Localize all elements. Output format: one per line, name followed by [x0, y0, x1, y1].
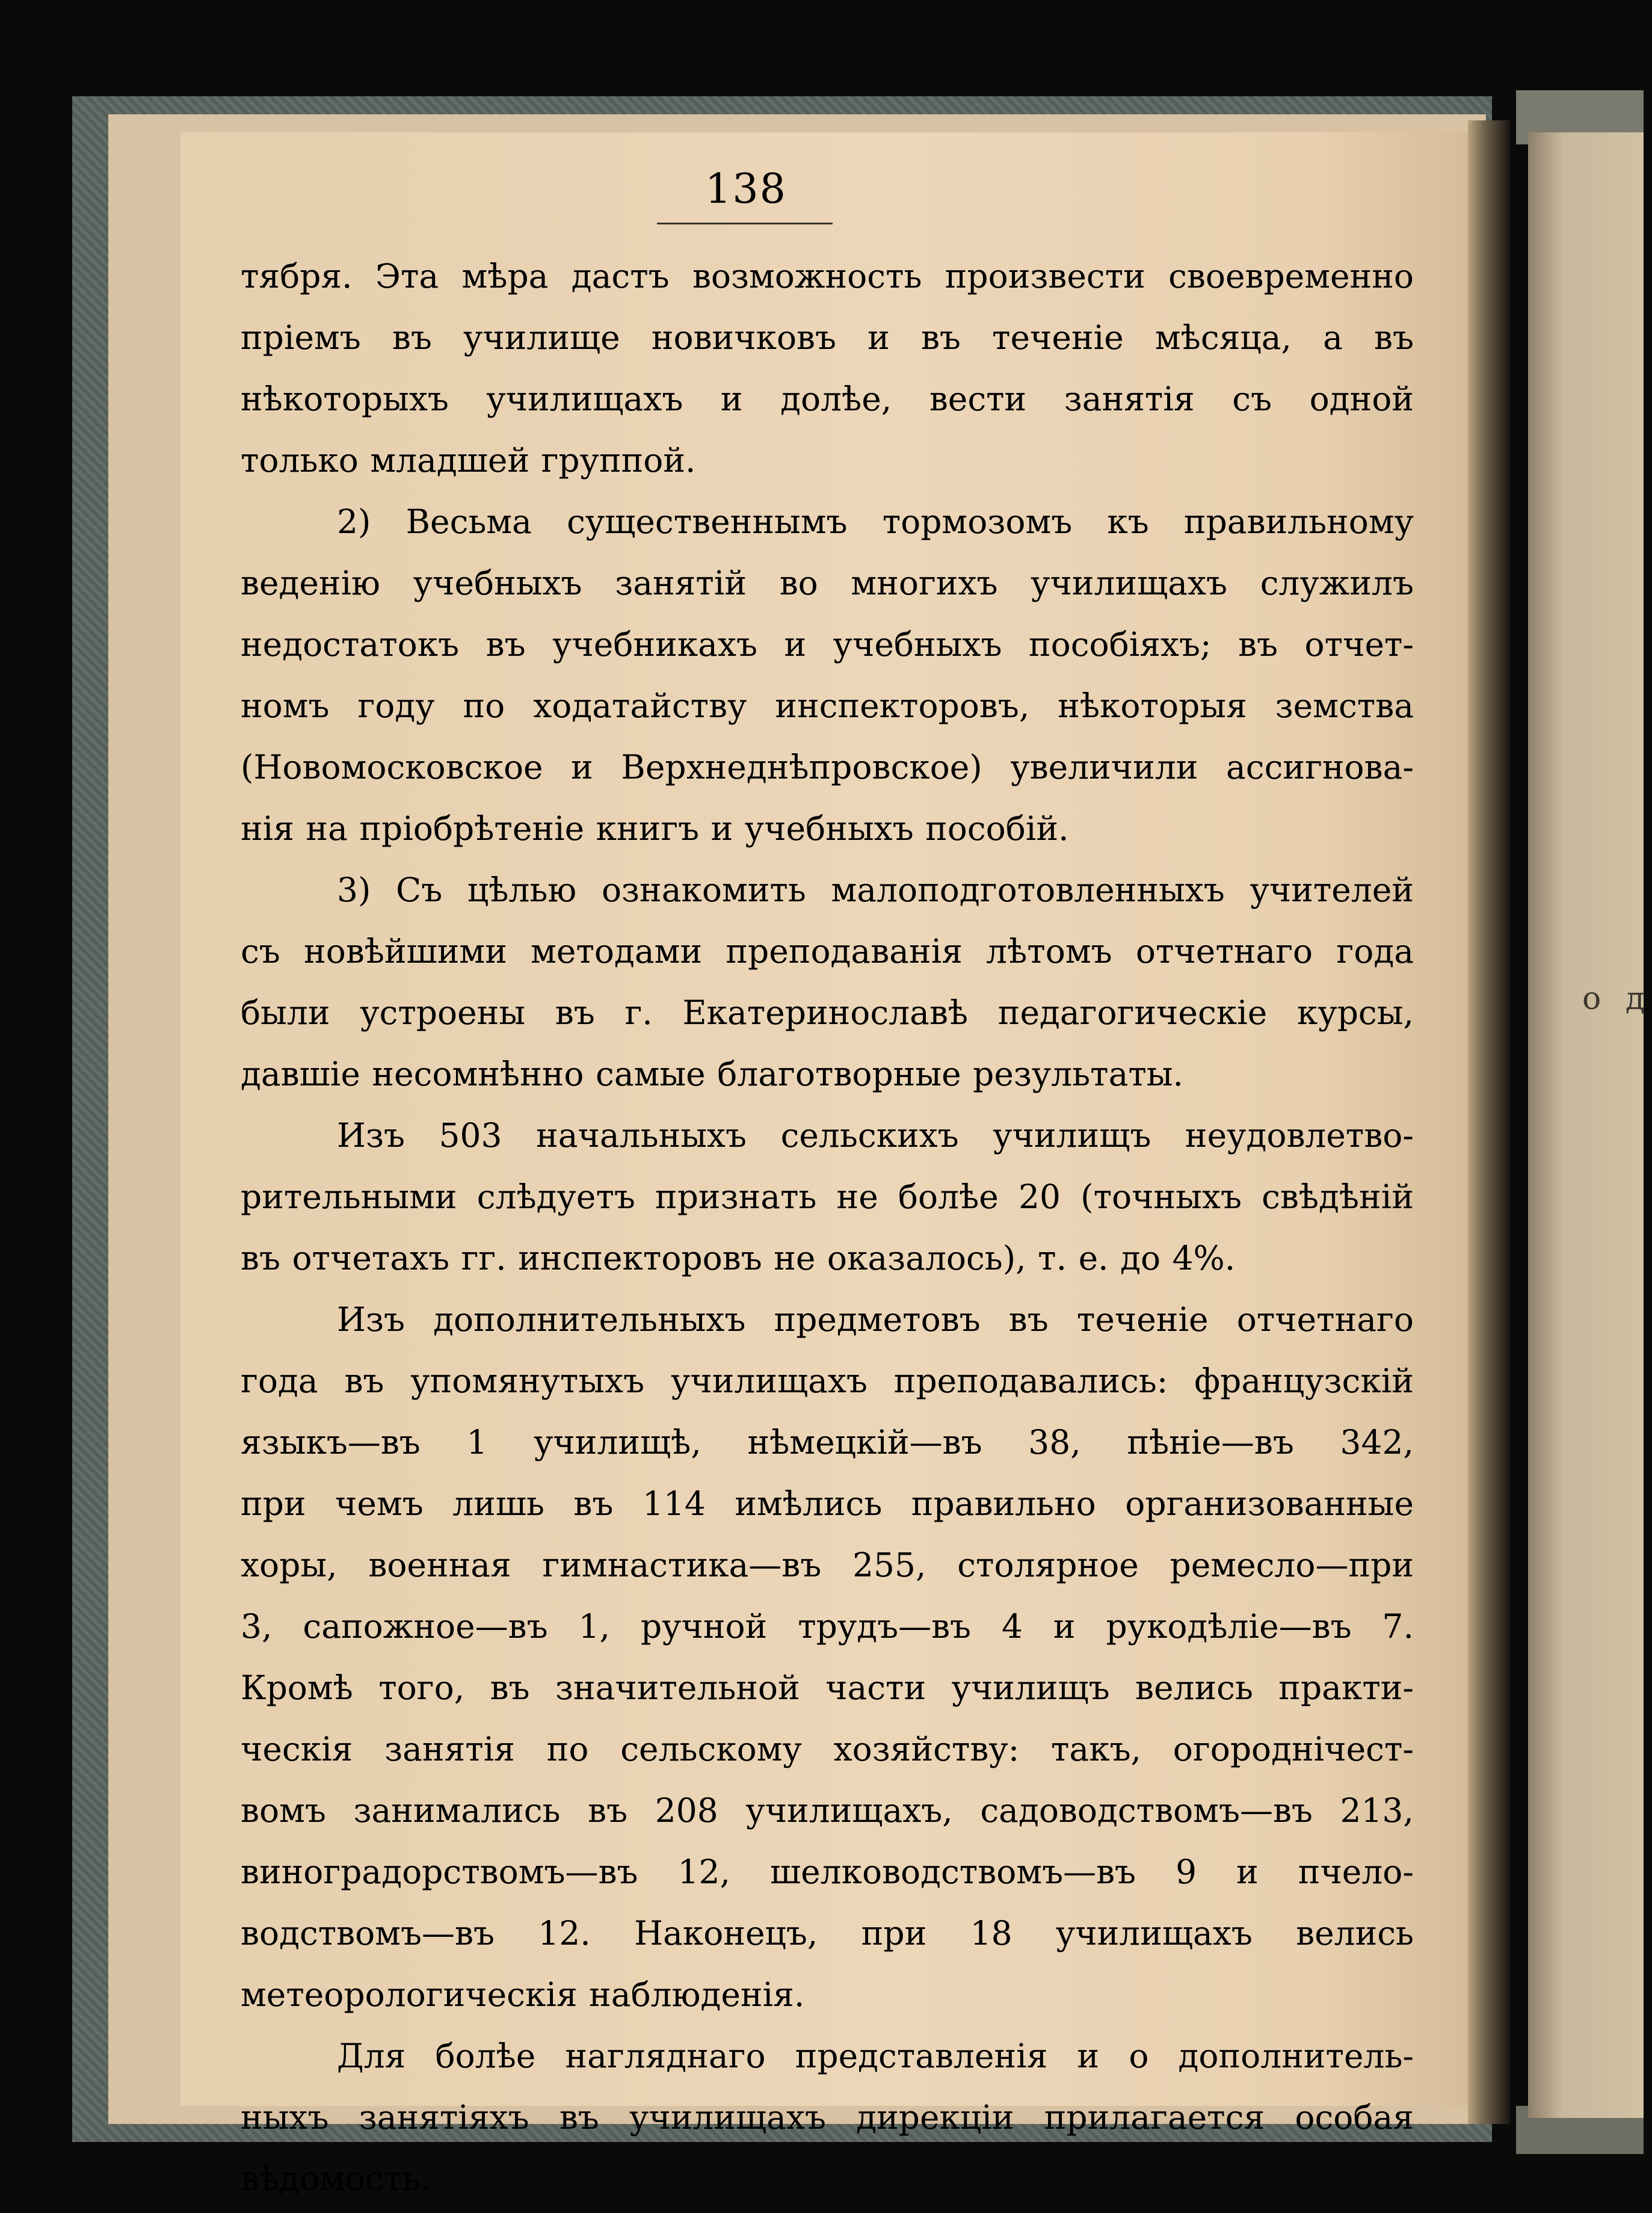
text-line: только младшей группой. [241, 441, 696, 480]
text-line: вомъ занимались въ 208 училищахъ, садоводствомъ—въ 213, [241, 1791, 1414, 1830]
text-line: съ новѣйшими методами преподаванія лѣтомъ отчетнаго года [241, 932, 1414, 971]
text-line: Изъ дополнительныхъ предметовъ въ теченіе отчетнаго [337, 1300, 1414, 1339]
text-line: 3) Съ цѣлью ознакомить малоподготовленныхъ учителей [337, 871, 1414, 909]
text-line: веденію учебныхъ занятій во многихъ училищахъ служилъ [241, 564, 1414, 602]
text-line: (Новомосковское и Верхнеднѣпровское) увеличили ассигнова- [241, 748, 1414, 786]
text-line: при чемъ лишь въ 114 имѣлись правильно организованные [241, 1484, 1414, 1523]
facing-page [1528, 132, 1644, 2118]
page-number: 138 [705, 165, 787, 213]
text-line: Кромѣ того, въ значительной части училищъ велись практи- [241, 1668, 1414, 1707]
text-line: давшіе несомнѣнно самые благотворные результаты. [241, 1055, 1184, 1093]
text-line: номъ году по ходатайству инспекторовъ, нѣкоторыя земства [241, 687, 1414, 725]
text-line: Изъ 503 начальныхъ сельскихъ училищъ неудовлетво- [337, 1116, 1414, 1155]
text-line: водствомъ—въ 12. Наконецъ, при 18 училищахъ велись [241, 1914, 1414, 1952]
text-line: нія на пріобрѣтеніе книгъ и учебныхъ пособій. [241, 809, 1069, 848]
text-line: нѣкоторыхъ училищахъ и долѣе, вести занятія съ одной [241, 380, 1414, 418]
text-line: виноградорствомъ—въ 12, шелководствомъ—въ 9 и пчело- [241, 1853, 1414, 1891]
text-line: хоры, военная гимнастика—въ 255, столярное ремесло—при [241, 1546, 1414, 1584]
facing-page-fragment: о д [1582, 981, 1652, 1017]
text-line: языкъ—въ 1 училищѣ, нѣмецкій—въ 38, пѣніе—въ 342, [241, 1423, 1414, 1461]
text-line: 2) Весьма существеннымъ тормозомъ къ правильному [337, 502, 1414, 541]
text-line: въ отчетахъ гг. инспекторовъ не оказалось), т. е. до 4%. [241, 1239, 1236, 1277]
page-body-text [241, 245, 1414, 2209]
text-line: года въ упомянутыхъ училищахъ преподавались: французскій [241, 1362, 1414, 1400]
text-line: 3, сапожное—въ 1, ручной трудъ—въ 4 и рукодѣліе—въ 7. [241, 1607, 1414, 1646]
page-number-rule [657, 223, 833, 224]
text-line: тября. Эта мѣра дастъ возможность произвести своевременно [241, 257, 1414, 295]
text-line: метеорологическія наблюденія. [241, 1975, 805, 2014]
text-line: ческія занятія по сельскому хозяйству: такъ, огороднічест- [241, 1730, 1414, 1768]
text-line: недостатокъ въ учебникахъ и учебныхъ пособіяхъ; въ отчет- [241, 625, 1414, 664]
text-line: пріемъ въ училище новичковъ и въ теченіе мѣсяца, а въ [241, 318, 1414, 357]
text-line: Для болѣе нагляднаго представленія и о дополнитель- [337, 2037, 1414, 2075]
text-line: были устроены въ г. Екатеринославѣ педагогическіе курсы, [241, 993, 1414, 1032]
text-line: рительными слѣдуетъ признать не болѣе 20 (точныхъ свѣдѣній [241, 1177, 1414, 1216]
text-line: вѣдомость. [241, 2159, 431, 2198]
book-gutter [1468, 120, 1510, 2124]
text-line: ныхъ занятіяхъ въ училищахъ дирекціи прилагается особая [241, 2098, 1414, 2137]
